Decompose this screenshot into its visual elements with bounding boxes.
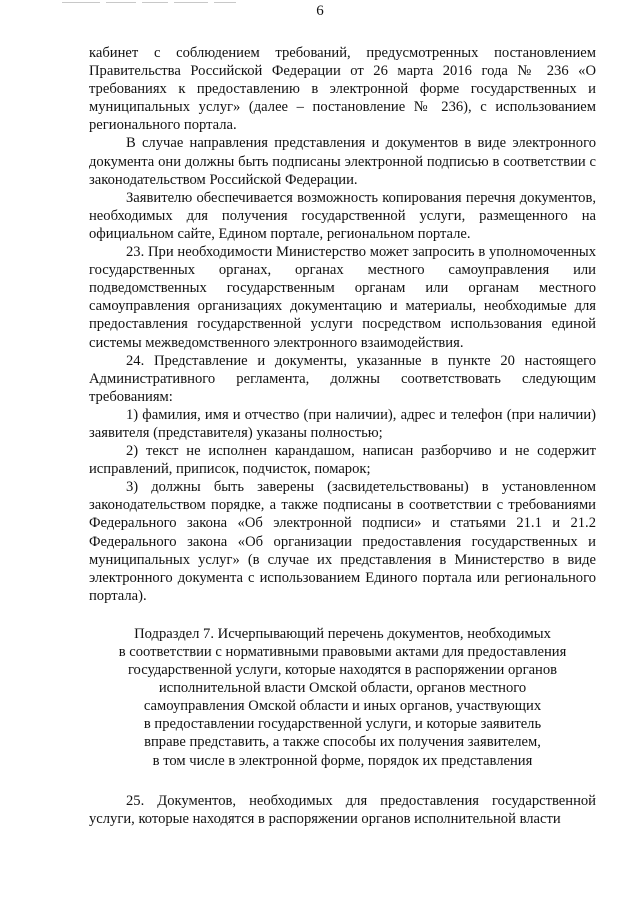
- page-number: 6: [316, 3, 324, 19]
- heading-line: Подраздел 7. Исчерпывающий перечень документов, необходимых: [134, 625, 551, 642]
- list-item-1: 1) фамилия, имя и отчество (при наличии), адрес и телефон (при наличии) заявителя (представителя) указаны полностью;: [89, 406, 596, 441]
- heading-line: исполнительной власти Омской области, органов местного: [158, 680, 527, 697]
- paragraph-25: 25. Документов, необходимых для предоставления государственной услуги, которые находятся в распоряжении органов исполнительной власти: [89, 792, 596, 827]
- subsection-7-heading: [89, 625, 596, 770]
- list-item-2: 2) текст не исполнен карандашом, написан разборчиво и не содержит исправлений, приписок, подчисток, помарок;: [89, 443, 596, 478]
- paragraph-electronic-signature: В случае направления представления и документов в виде электронного документа они должны быть подписаны электронной подписью в соответствии с законодательством Российской Федерации.: [89, 135, 596, 188]
- heading-line: самоуправления Омской области и иных органов, участвующих: [143, 698, 542, 715]
- heading-line: государственной услуги, которые находятся в распоряжении органов: [127, 662, 558, 679]
- paragraph-continuation: кабинет с соблюдением требований, предусмотренных постановлением Правительства Российской Федерации от 26 марта 2016 года № 236 «О требованиях к предоставлению в электронной форме государственных и муниципальных услуг» (далее – постановление № 236), с использованием регионального портала.: [89, 45, 596, 134]
- list-item-3: 3) должны быть заверены (засвидетельствованы) в установленном законодательством порядке, а также подписаны в соответствии с требованиями Федерального закона «Об электронной подписи» и статьями 21.1 и 21.2 Федерального закона «Об организации предоставления государственных и муниципальных услуг» (в случае их представления в Министерство в виде электронного документа с использованием Единого портала или регионального портала).: [89, 479, 596, 604]
- heading-line: в предоставлении государственной услуги, и которые заявитель: [143, 716, 542, 733]
- paragraph-24: 24. Представление и документы, указанные в пункте 20 настоящего Административного регламента, должны соответствовать следующим требованиям:: [89, 352, 596, 405]
- paragraph-copying: Заявителю обеспечивается возможность копирования перечня документов, необходимых для получения государственной услуги, размещенного на официальном сайте, Едином портале, региональном портале.: [89, 189, 596, 242]
- paragraph-23: 23. При необходимости Министерство может запросить в уполномоченных государственных органах, органах местного самоуправления или подведомственных государственным органам или органам местного самоуправления организациях документацию и материалы, необходимые для предоставления государственной услуги посредством использования единой системы межведомственного электронного взаимодействия.: [89, 244, 596, 351]
- document-body: [89, 44, 596, 828]
- heading-line: в соответствии с нормативными правовыми актами для предоставления: [118, 644, 567, 660]
- heading-line: в том числе в электронной форме, порядок их представления: [152, 752, 533, 769]
- heading-line: вправе представить, а также способы их получения заявителем,: [144, 734, 541, 751]
